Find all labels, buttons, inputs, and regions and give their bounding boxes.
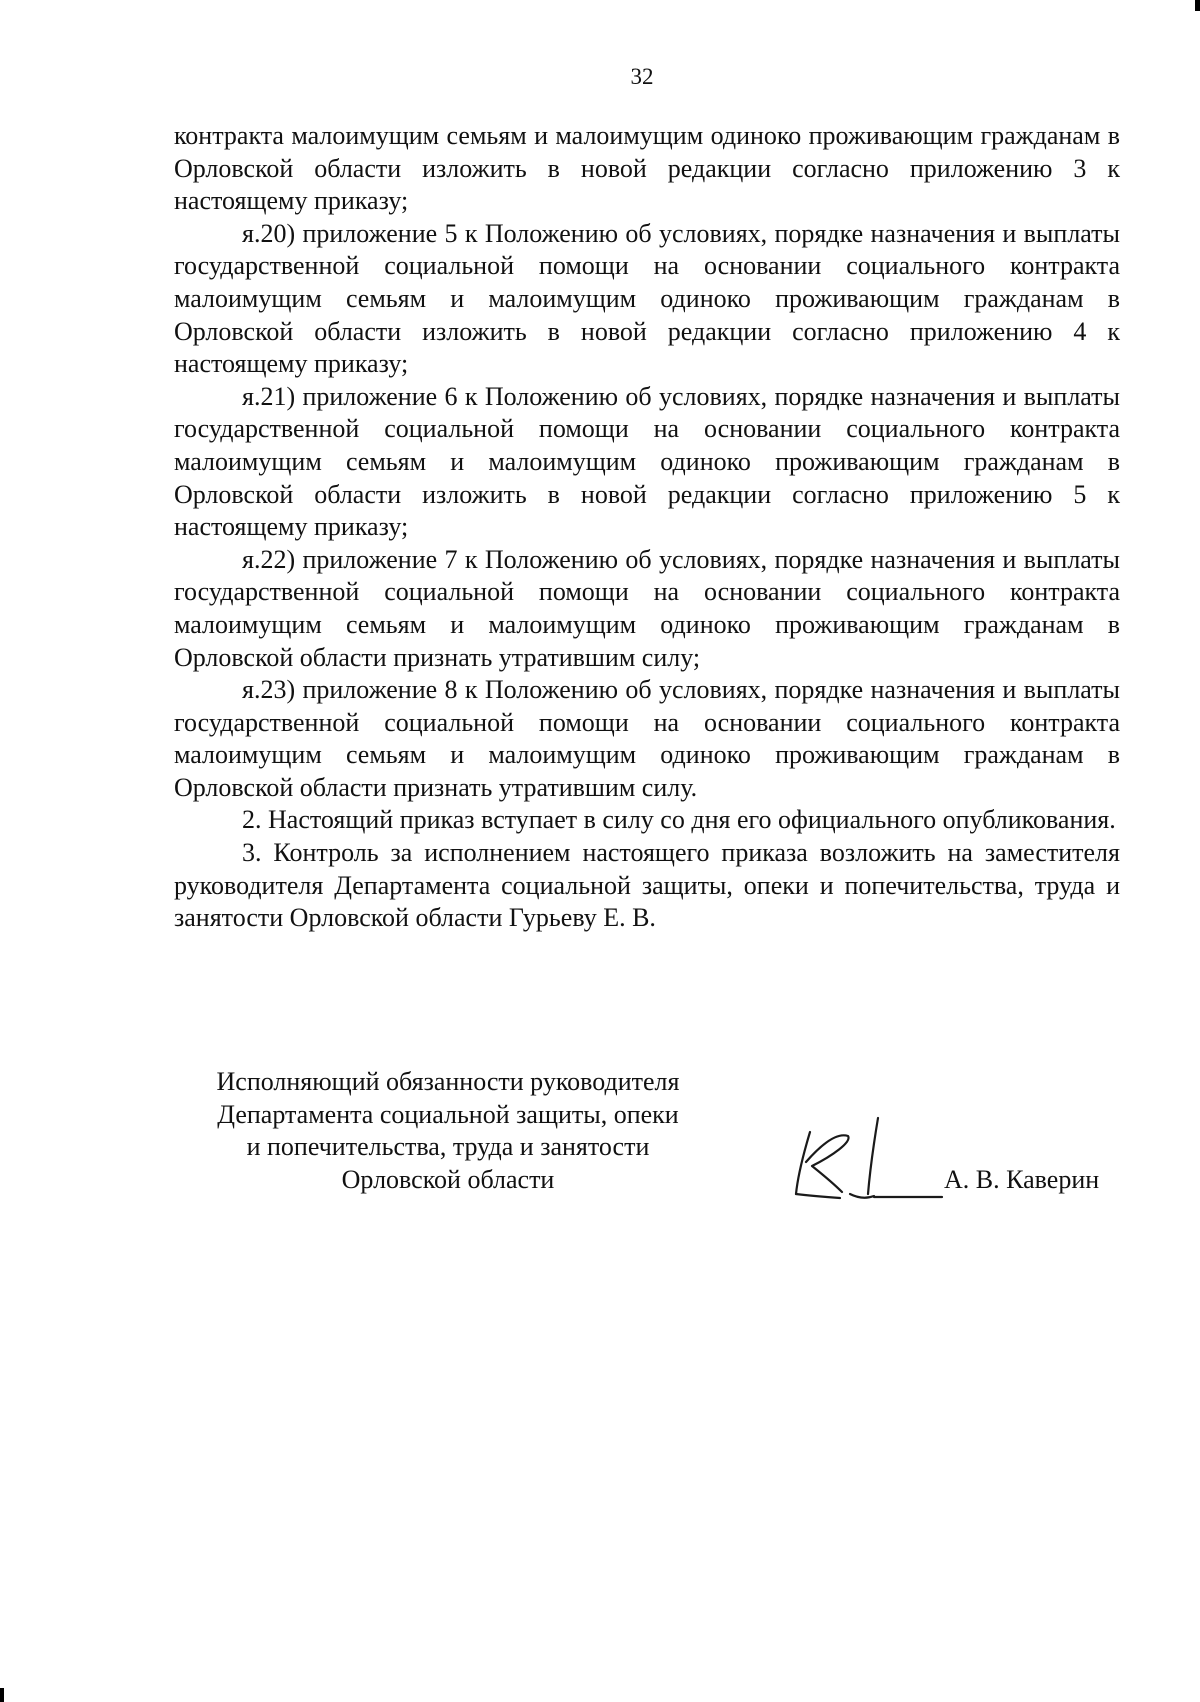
signature-block bbox=[174, 1066, 1120, 1206]
paragraph-item-22: я.22) приложение 7 к Положению об условиях, порядке назначения и выплаты государственной социальной помощи на основании социального контракта малоимущим семьям и малоимущим одиноко проживающим гражданам в Орловской области признать утратившим силу; bbox=[174, 544, 1120, 672]
signatory-position-line: Орловской области bbox=[341, 1164, 555, 1194]
paragraph-item-20: я.20) приложение 5 к Положению об условиях, порядке назначения и выплаты государственной социальной помощи на основании социального контракта малоимущим семьям и малоимущим одиноко проживающим гражданам в Орловской области изложить в новой редакции согласно приложению 4 к настоящему приказу; bbox=[174, 218, 1120, 379]
paragraph-continuation: контракта малоимущим семьям и малоимущим одиноко проживающим гражданам в Орловской области изложить в новой редакции согласно приложению 3 к настоящему приказу; bbox=[174, 121, 1120, 216]
paragraph-clause-2: 2. Настоящий приказ вступает в силу со дня его официального опубликования. bbox=[242, 805, 1116, 835]
signatory-position-line: Департамента социальной защиты, опеки bbox=[217, 1099, 679, 1129]
handwritten-signature bbox=[782, 1112, 952, 1202]
scan-edge-mark bbox=[0, 1688, 4, 1702]
signatory-position-line: и попечительства, труда и занятости bbox=[246, 1132, 650, 1162]
scan-edge-mark bbox=[1195, 0, 1200, 11]
document-body bbox=[174, 120, 1120, 935]
signatory-name: А. В. Каверин bbox=[944, 1165, 1100, 1194]
paragraph-item-23: я.23) приложение 8 к Положению об условиях, порядке назначения и выплаты государственной социальной помощи на основании социального контракта малоимущим семьям и малоимущим одиноко проживающим гражданам в Орловской области признать утратившим силу. bbox=[174, 675, 1120, 802]
signatory-position-line: Исполняющий обязанности руководителя bbox=[216, 1067, 680, 1096]
page-number: 32 bbox=[630, 64, 654, 89]
paragraph-clause-3: 3. Контроль за исполнением настоящего приказа возложить на заместителя руководителя Департамента социальной защиты, опеки и попечительства, труда и занятости Орловской области Гурьеву Е. В. bbox=[174, 838, 1120, 933]
signatory-position bbox=[174, 1066, 722, 1196]
paragraph-item-21: я.21) приложение 6 к Положению об условиях, порядке назначения и выплаты государственной социальной помощи на основании социального контракта малоимущим семьям и малоимущим одиноко проживающим гражданам в Орловской области изложить в новой редакции согласно приложению 5 к настоящему приказу; bbox=[174, 381, 1120, 542]
